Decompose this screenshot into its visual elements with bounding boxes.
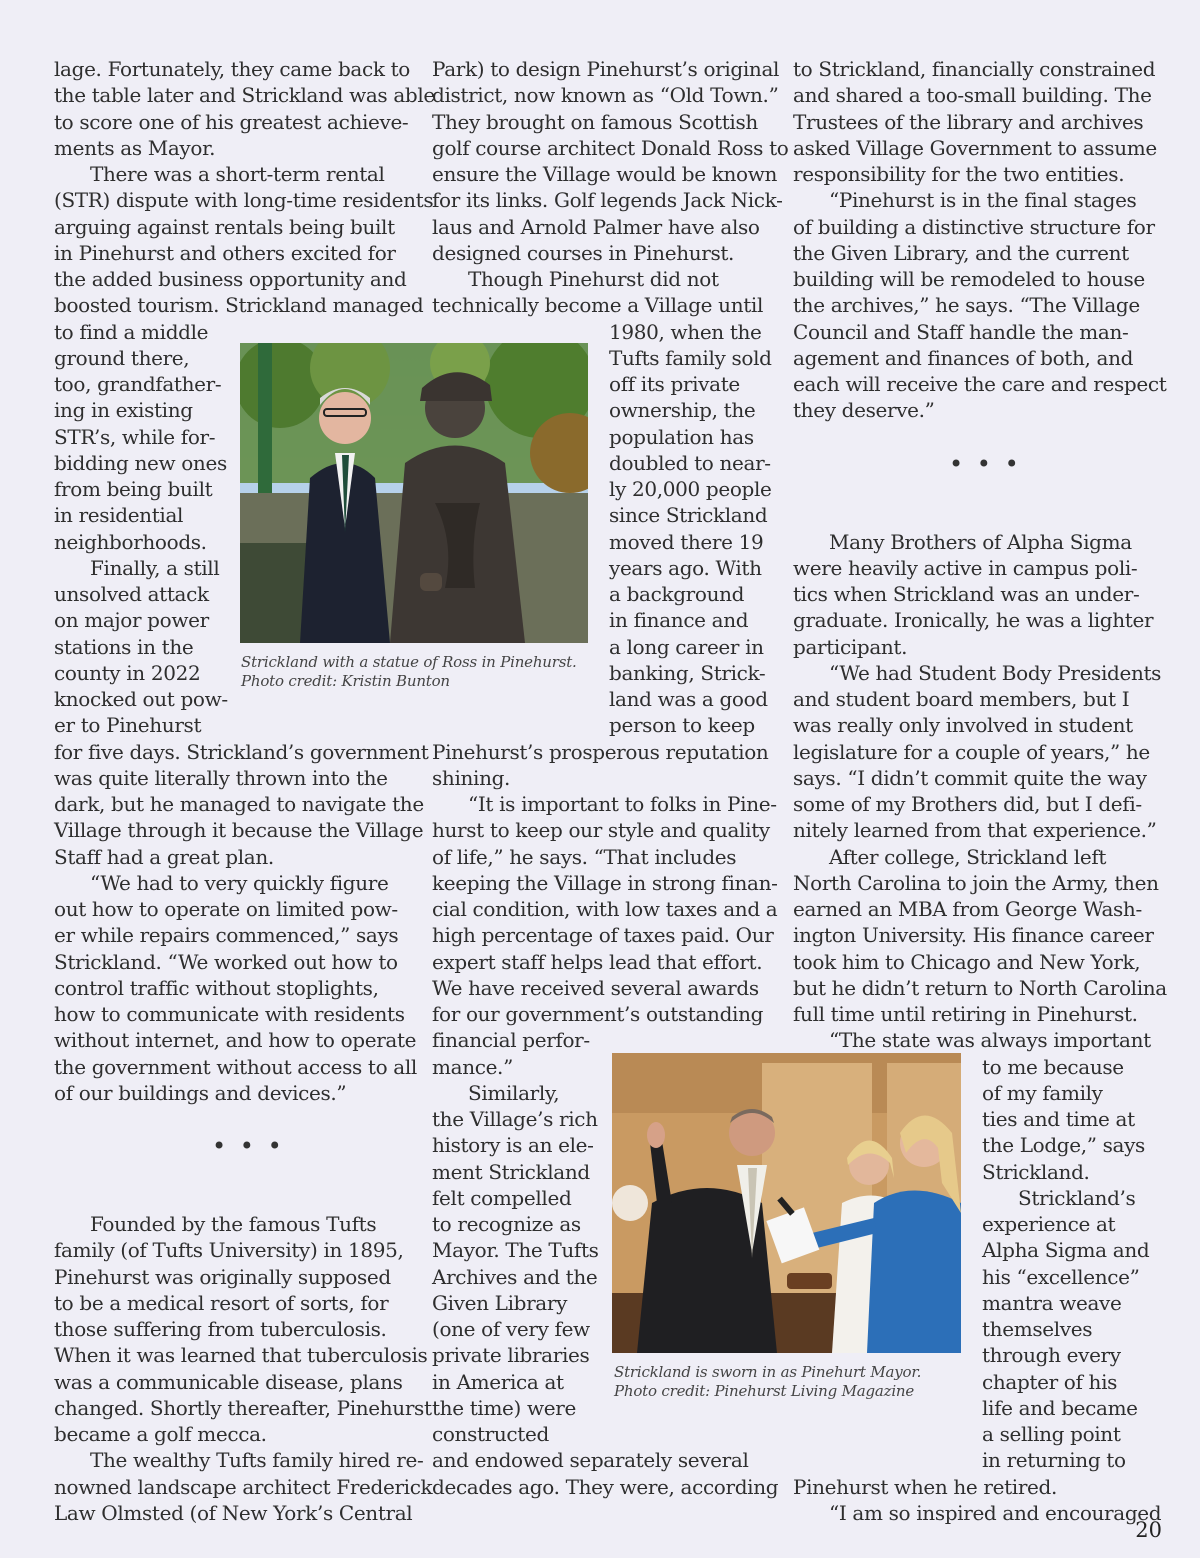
text-line: hurst to keep our style and quality (432, 818, 770, 843)
text-line: decades ago. They were, according (432, 1474, 779, 1499)
text-line: (one of very few (432, 1317, 590, 1341)
text-line: through every (982, 1343, 1121, 1368)
text-line: for five days. Strickland’s government (54, 739, 429, 764)
text-line: moved there 19 (609, 529, 764, 554)
text-line: control traffic without stoplights, (54, 975, 379, 1000)
text-line: responsibility for the two entities. (793, 162, 1125, 186)
text-line: Council and Staff handle the man- (793, 319, 1129, 344)
text-line: his “excellence” (982, 1264, 1140, 1289)
text-line: “The state was always important (829, 1028, 1151, 1053)
text-line: neighborhoods. (54, 529, 207, 554)
text-line: North Carolina to join the Army, then (793, 870, 1159, 895)
text-line: in returning to (982, 1448, 1126, 1473)
text-line: how to communicate with residents (54, 1002, 405, 1026)
text-line: of our buildings and devices.” (54, 1080, 347, 1105)
text-line: off its private (609, 372, 740, 396)
text-line: became a golf mecca. (54, 1422, 267, 1446)
text-line: cial condition, with low taxes and a (432, 897, 778, 921)
text-line: to Strickland, financially constrained (793, 57, 1156, 81)
text-line: was a communicable disease, plans (54, 1369, 403, 1394)
text-line: dark, but he managed to navigate the (54, 792, 424, 816)
text-line: Given Library (432, 1290, 568, 1315)
text-line: Staff had a great plan. (54, 844, 274, 869)
text-line: Village through it because the Village (54, 818, 424, 843)
text-line: the time) were (432, 1395, 576, 1420)
text-line: Park) to design Pinehurst’s original (432, 57, 780, 81)
text-line: they deserve.” (793, 398, 935, 423)
text-line: the Village’s rich (432, 1107, 598, 1131)
text-line: to me because (982, 1054, 1124, 1079)
text-line: private libraries (432, 1343, 590, 1368)
text-line: banking, Strick- (609, 660, 766, 685)
text-line: a background (609, 582, 745, 606)
text-line: After college, Strickland left (829, 844, 1107, 869)
text-line: land was a good (609, 687, 768, 711)
photo-credit: Photo credit: Kristin Bunton (241, 672, 450, 690)
text-line: bidding new ones (54, 450, 227, 475)
text-line: the archives,” he says. “The Village (793, 293, 1140, 318)
text-line: out how to operate on limited pow- (54, 897, 398, 921)
text-line: but he didn’t return to North Carolina (793, 975, 1167, 1000)
text-line: ments as Mayor. (54, 135, 216, 160)
text-line: legislature for a couple of years,” he (793, 739, 1150, 764)
text-line: district, now known as “Old Town.” (432, 83, 779, 108)
text-line: the table later and Strickland was able (54, 83, 435, 108)
text-line: in America at (432, 1369, 564, 1394)
text-line: high percentage of taxes paid. Our (432, 923, 774, 948)
text-line: Founded by the famous Tufts (90, 1212, 377, 1236)
text-line: history is an ele- (432, 1133, 594, 1158)
text-line: a selling point (982, 1422, 1121, 1446)
text-line: 1980, when the (609, 319, 762, 344)
text-line: ties and time at (982, 1107, 1135, 1131)
swearing-in-photo (612, 1053, 961, 1353)
text-line: from being built (54, 477, 213, 501)
text-line: ensure the Village would be known (432, 162, 778, 186)
text-line: They brought on famous Scottish (432, 109, 758, 134)
text-line: participant. (793, 634, 908, 659)
text-line: too, grandfather- (54, 372, 222, 396)
text-line: Pinehurst’s prosperous reputation (432, 739, 769, 764)
text-line: chapter of his (982, 1369, 1118, 1394)
text-line: a long career in (609, 634, 764, 659)
text-line: stations in the (54, 634, 194, 659)
text-line: When it was learned that tuberculosis (54, 1343, 428, 1368)
text-line: of building a distinctive structure for (793, 214, 1155, 239)
strickland-statue-photo (240, 343, 588, 643)
text-line: “We had Student Body Presidents (829, 660, 1162, 685)
text-line: keeping the Village in strong finan- (432, 870, 778, 895)
text-line: building will be remodeled to house (793, 267, 1145, 291)
text-line: since Strickland (609, 503, 768, 528)
photo-caption: Strickland is sworn in as Pinehurt Mayor. (614, 1363, 922, 1381)
text-line: ing in existing (54, 398, 193, 423)
text-line: Though Pinehurst did not (468, 267, 719, 291)
text-line: unsolved attack (54, 582, 209, 606)
text-line: in finance and (609, 608, 749, 633)
text-line: Strickland’s (1018, 1185, 1136, 1210)
text-line: Pinehurst was originally supposed (54, 1264, 391, 1289)
text-line: says. “I didn’t commit quite the way (793, 765, 1147, 790)
text-line: the Given Library, and the current (793, 240, 1129, 265)
text-line: Similarly, (468, 1080, 560, 1105)
text-line: the government without access to all (54, 1054, 417, 1079)
text-line: There was a short-term rental (90, 162, 385, 186)
text-line: county in 2022 (54, 660, 201, 685)
section-separator: • • • (949, 450, 1022, 478)
text-line: graduate. Ironically, he was a lighter (793, 608, 1154, 633)
text-line: nowned landscape architect Frederick (54, 1474, 433, 1499)
text-line: Strickland. “We worked out how to (54, 949, 398, 974)
text-line: in residential (54, 503, 184, 528)
text-line: laus and Arnold Palmer have also (432, 214, 760, 239)
text-line: was quite literally thrown into the (54, 765, 388, 790)
photo-caption: Strickland with a statue of Ross in Pinehurst. (241, 653, 577, 671)
text-line: to recognize as (432, 1212, 581, 1236)
text-line: Law Olmsted (of New York’s Central (54, 1500, 413, 1525)
text-line: Finally, a still (90, 555, 220, 580)
text-line: were heavily active in campus poli- (793, 555, 1138, 580)
page-number: 20 (1135, 1518, 1162, 1542)
text-line: technically become a Village until (432, 293, 764, 318)
text-line: tics when Strickland was an under- (793, 582, 1140, 606)
text-line: ment Strickland (432, 1159, 590, 1184)
text-line: asked Village Government to assume (793, 135, 1157, 160)
text-line: themselves (982, 1317, 1093, 1341)
text-line: of life,” he says. “That includes (432, 844, 737, 869)
text-line: person to keep (609, 713, 755, 738)
text-line: and shared a too-small building. The (793, 83, 1152, 108)
text-line: life and became (982, 1395, 1138, 1420)
text-line: to score one of his greatest achieve- (54, 109, 409, 134)
text-line: those suffering from tuberculosis. (54, 1317, 387, 1341)
text-line: agement and finances of both, and (793, 345, 1134, 370)
text-line: lage. Fortunately, they came back to (54, 57, 410, 81)
text-line: “We had to very quickly figure (90, 870, 389, 895)
text-line: er to Pinehurst (54, 713, 202, 738)
text-line: experience at (982, 1212, 1116, 1236)
text-line: for our government’s outstanding (432, 1002, 764, 1026)
section-separator: • • • (212, 1132, 285, 1160)
text-line: changed. Shortly thereafter, Pinehurst (54, 1395, 432, 1420)
text-line: shining. (432, 765, 511, 790)
text-line: ownership, the (609, 398, 756, 423)
text-line: the Lodge,” says (982, 1133, 1145, 1158)
text-line: financial perfor- (432, 1028, 590, 1053)
text-line: “It is important to folks in Pine- (468, 792, 777, 816)
text-line: designed courses in Pinehurst. (432, 240, 735, 265)
text-line: family (of Tufts University) in 1895, (54, 1238, 404, 1263)
text-line: mance.” (432, 1054, 513, 1079)
text-line: ground there, (54, 345, 190, 370)
text-line: arguing against rentals being built (54, 214, 395, 239)
text-line: constructed (432, 1422, 549, 1446)
text-line: doubled to near- (609, 450, 771, 475)
text-line: population has (609, 424, 754, 449)
text-line: without internet, and how to operate (54, 1028, 417, 1053)
text-line: in Pinehurst and others excited for (54, 240, 396, 265)
text-line: knocked out pow- (54, 687, 228, 711)
photo-credit: Photo credit: Pinehurst Living Magazine (614, 1382, 915, 1400)
text-line: for its links. Golf legends Jack Nick- (432, 188, 783, 213)
text-line: mantra weave (982, 1290, 1122, 1315)
text-line: Pinehurst when he retired. (793, 1474, 1057, 1499)
text-line: Strickland. (982, 1159, 1090, 1184)
text-line: Many Brothers of Alpha Sigma (829, 529, 1132, 554)
text-line: was really only involved in student (793, 713, 1133, 738)
text-line: took him to Chicago and New York, (793, 949, 1141, 974)
text-line: Mayor. The Tufts (432, 1238, 599, 1263)
text-line: felt compelled (432, 1185, 572, 1210)
text-line: to be a medical resort of sorts, for (54, 1290, 389, 1315)
text-line: ington University. His finance career (793, 923, 1154, 948)
text-line: nitely learned from that experience.” (793, 818, 1157, 843)
text-line: on major power (54, 608, 209, 633)
text-line: er while repairs commenced,” says (54, 923, 399, 948)
text-line: full time until retiring in Pinehurst. (793, 1002, 1138, 1026)
text-line: Alpha Sigma and (982, 1238, 1150, 1263)
text-line: Trustees of the library and archives (793, 109, 1144, 134)
text-line: to find a middle (54, 319, 209, 344)
text-line: the added business opportunity and (54, 267, 407, 291)
text-line: earned an MBA from George Wash- (793, 897, 1142, 921)
text-line: golf course architect Donald Ross to (432, 135, 789, 160)
text-line: The wealthy Tufts family hired re- (90, 1448, 424, 1473)
text-line: some of my Brothers did, but I defi- (793, 792, 1142, 816)
text-line: of my family (982, 1080, 1103, 1105)
text-line: (STR) dispute with long-time residents (54, 188, 434, 213)
text-line: and student board members, but I (793, 687, 1130, 711)
text-line: STR’s, while for- (54, 424, 216, 449)
text-line: years ago. With (609, 555, 762, 580)
text-line: each will receive the care and respect (793, 372, 1167, 396)
text-line: “I am so inspired and encouraged (829, 1500, 1162, 1525)
text-line: Tufts family sold (609, 345, 772, 370)
text-line: “Pinehurst is in the final stages (829, 188, 1137, 213)
text-line: boosted tourism. Strickland managed (54, 293, 424, 318)
text-line: ly 20,000 people (609, 477, 772, 501)
text-line: expert staff helps lead that effort. (432, 949, 763, 974)
text-line: and endowed separately several (432, 1448, 749, 1473)
text-line: Archives and the (432, 1264, 598, 1289)
text-line: We have received several awards (432, 975, 759, 1000)
